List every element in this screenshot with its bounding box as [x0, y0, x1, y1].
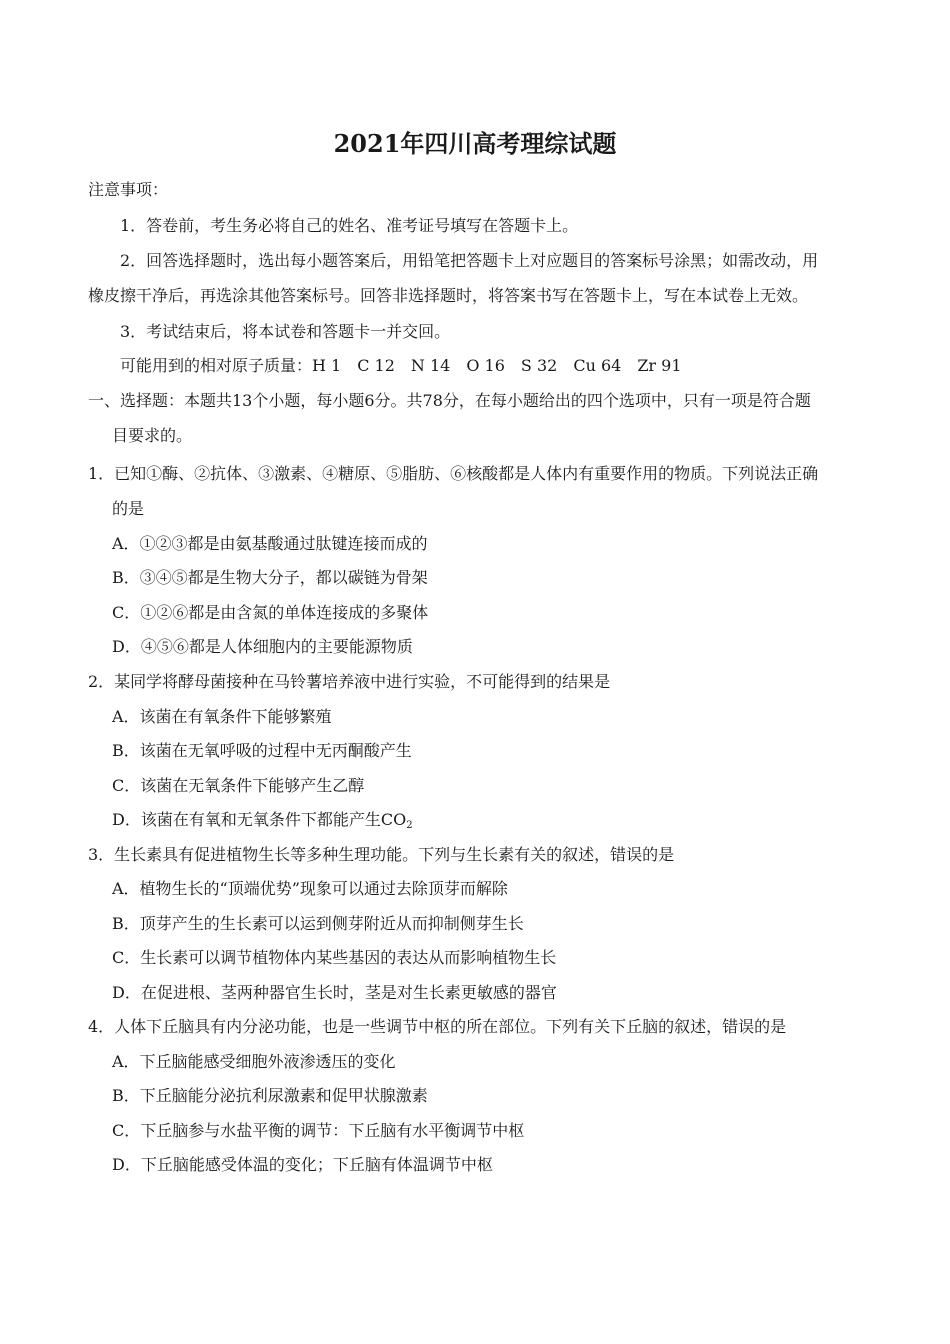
notice-item-3: 3．考试结束后，将本试卷和答题卡一并交回。 — [120, 322, 451, 341]
page-title: 2021年四川高考理综试题 — [333, 129, 617, 158]
question-2-option-c: C．该菌在无氧条件下能够产生乙醇 — [112, 776, 365, 795]
question-4-option-d: D．下丘脑能感受体温的变化；下丘脑有体温调节中枢 — [112, 1155, 493, 1174]
notice-item-2-cont: 橡皮擦干净后，再选涂其他答案标号。回答非选择题时，将答案书写在答题卡上，写在本试卷上无效。 — [88, 286, 809, 305]
question-1-stem: 1．已知①酶、②抗体、③激素、④糖原、⑤脂肪、⑥核酸都是人体内有重要作用的物质。下列说法正确 — [88, 464, 819, 483]
question-2-option-b: B．该菌在无氧呼吸的过程中无丙酮酸产生 — [112, 741, 412, 760]
question-3-stem: 3．生长素具有促进植物生长等多种生理功能。下列与生长素有关的叙述，错误的是 — [88, 845, 675, 864]
question-3-option-d: D．在促进根、茎两种器官生长时，茎是对生长素更敏感的器官 — [112, 983, 557, 1002]
question-3-option-a: A．植物生长的“顶端优势”现象可以通过去除顶芽而解除 — [112, 879, 508, 898]
question-3-option-c: C．生长素可以调节植物体内某些基因的表达从而影响植物生长 — [112, 948, 557, 967]
question-1-option-a: A．①②③都是由氨基酸通过肽键连接而成的 — [112, 534, 428, 553]
question-1-option-d: D．④⑤⑥都是人体细胞内的主要能源物质 — [112, 637, 413, 656]
question-4-stem: 4．人体下丘脑具有内分泌功能，也是一些调节中枢的所在部位。下列有关下丘脑的叙述，错误的是 — [88, 1017, 787, 1036]
question-1-option-c: C．①②⑥都是由含氮的单体连接成的多聚体 — [112, 603, 429, 622]
notice-item-1: 1．答卷前，考生务必将自己的姓名、准考证号填写在答题卡上。 — [120, 216, 579, 235]
co2-subscript: 2 — [406, 820, 413, 831]
question-2-option-d-wrap — [112, 810, 413, 836]
section-heading: 一、选择题：本题共13个小题，每小题6分。共78分，在每小题给出的四个选项中，只有一项是符合题 — [88, 391, 811, 410]
question-1-option-b: B．③④⑤都是生物大分子，都以碳链为骨架 — [112, 568, 428, 587]
question-1-stem-cont: 的是 — [112, 499, 145, 518]
question-2-option-d: D．该菌在有氧和无氧条件下都能产生CO — [112, 810, 407, 829]
question-4-option-c: C．下丘脑参与水盐平衡的调节：下丘脑有水平衡调节中枢 — [112, 1121, 525, 1140]
atomic-mass-line: 可能用到的相对原子质量：H 1 C 12 N 14 O 16 S 32 Cu 64 Zr 91 — [120, 356, 682, 375]
question-2-option-a: A．该菌在有氧条件下能够繁殖 — [112, 707, 332, 726]
question-3-option-b: B．顶芽产生的生长素可以运到侧芽附近从而抑制侧芽生长 — [112, 914, 524, 933]
notice-item-2: 2．回答选择题时，选出每小题答案后，用铅笔把答题卡上对应题目的答案标号涂黑；如需改动，用 — [120, 251, 819, 270]
section-heading-cont: 目要求的。 — [112, 426, 193, 445]
question-4-option-b: B．下丘脑能分泌抗利尿激素和促甲状腺激素 — [112, 1086, 428, 1105]
question-4-option-a: A．下丘脑能感受细胞外液渗透压的变化 — [112, 1052, 396, 1071]
question-2-stem: 2．某同学将酵母菌接种在马铃薯培养液中进行实验，不可能得到的结果是 — [88, 672, 611, 691]
notice-heading: 注意事项： — [88, 180, 169, 199]
